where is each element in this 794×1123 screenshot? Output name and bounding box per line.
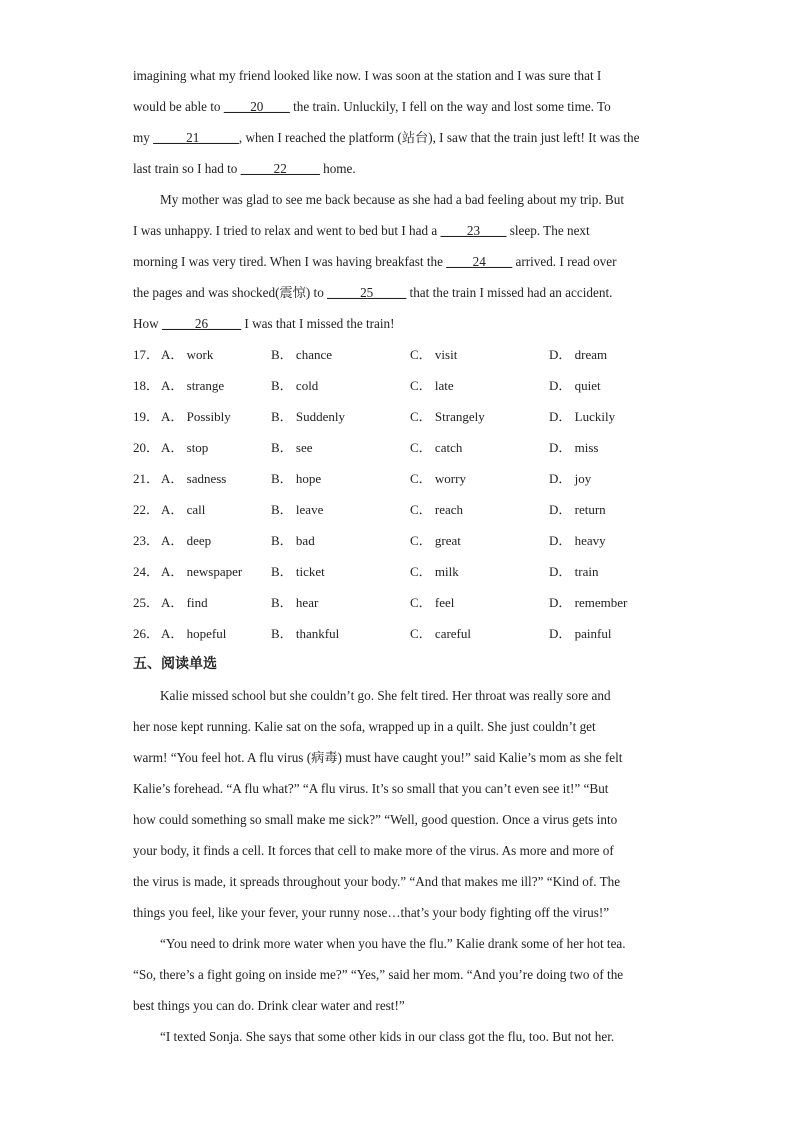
option-b[interactable]: B． chance	[271, 347, 333, 362]
option-d[interactable]: D． joy	[549, 471, 592, 486]
option-c[interactable]: C． catch	[410, 440, 463, 455]
question-row-23	[133, 525, 663, 556]
passage-line	[133, 122, 663, 153]
passage-text: last train so I had to	[133, 161, 241, 176]
question-row-25	[133, 587, 663, 618]
passage-line: best things you can do. Drink clear water and rest!”	[133, 998, 405, 1013]
document-page	[133, 60, 663, 1052]
option-d[interactable]: D． heavy	[549, 533, 606, 548]
option-c[interactable]: C． careful	[410, 626, 472, 641]
option-b[interactable]: B． hope	[271, 471, 322, 486]
option-b[interactable]: B． Suddenly	[271, 409, 346, 424]
passage-line: imagining what my friend looked like now. I was soon at the station and I was sure that I	[133, 68, 602, 83]
passage-text: I was that I missed the train!	[241, 316, 395, 331]
blank-21: _____21______	[153, 130, 239, 145]
option-c[interactable]: C． great	[410, 533, 461, 548]
option-d[interactable]: D． dream	[549, 347, 608, 362]
option-a[interactable]: A． Possibly	[161, 409, 231, 424]
option-a[interactable]: A． deep	[161, 533, 212, 548]
passage-line: how could something so small make me sick?” “Well, good question. Once a virus gets into	[133, 812, 618, 827]
question-number: 21．	[133, 471, 160, 486]
question-number: 26．	[133, 626, 160, 641]
passage-text: arrived. I read over	[512, 254, 617, 269]
option-b[interactable]: B． hear	[271, 595, 319, 610]
passage-line: “You need to drink more water when you have the flu.” Kalie drank some of her hot tea.	[160, 936, 626, 951]
question-row-21	[133, 463, 663, 494]
question-number: 18．	[133, 378, 160, 393]
option-d[interactable]: D． quiet	[549, 378, 601, 393]
passage-text: that the train I missed had an accident.	[406, 285, 613, 300]
answer-options	[133, 339, 663, 649]
passage-text: would be able to	[133, 99, 224, 114]
option-c[interactable]: C． visit	[410, 347, 458, 362]
question-row-26	[133, 618, 663, 649]
option-a[interactable]: A． strange	[161, 378, 225, 393]
option-a[interactable]: A． call	[161, 502, 206, 517]
option-b[interactable]: B． bad	[271, 533, 315, 548]
passage-line: her nose kept running. Kalie sat on the sofa, wrapped up in a quilt. She just couldn’t get	[133, 719, 596, 734]
passage-text: , when I reached the platform (站台), I saw that the train just left! It was the	[238, 130, 640, 145]
question-row-22	[133, 494, 663, 525]
option-d[interactable]: D． painful	[549, 626, 612, 641]
question-row-17	[133, 339, 663, 370]
passage-line	[133, 215, 663, 246]
section-title: 五、阅读单选	[133, 656, 217, 672]
option-b[interactable]: B． thankful	[271, 626, 340, 641]
question-number: 24．	[133, 564, 160, 579]
blank-23: ____23____	[440, 223, 507, 238]
option-a[interactable]: A． work	[161, 347, 214, 362]
passage-text: I was unhappy. I tried to relax and went to bed but I had a	[133, 223, 441, 238]
option-c[interactable]: C． Strangely	[410, 409, 485, 424]
option-b[interactable]: B． cold	[271, 378, 319, 393]
passage-line: warm! “You feel hot. A flu virus (病毒) must have caught you!” said Kalie’s mom as she felt	[133, 750, 623, 765]
blank-24: ____24____	[446, 254, 513, 269]
question-row-20	[133, 432, 663, 463]
passage-line: “I texted Sonja. She says that some other kids in our class got the flu, too. But not her.	[160, 1029, 615, 1044]
question-number: 19．	[133, 409, 160, 424]
option-c[interactable]: C． worry	[410, 471, 466, 486]
passage-text: my	[133, 130, 154, 145]
option-b[interactable]: B． leave	[271, 502, 324, 517]
option-a[interactable]: A． hopeful	[161, 626, 227, 641]
passage-line	[133, 153, 663, 184]
option-d[interactable]: D． miss	[549, 440, 599, 455]
passage-line	[133, 91, 663, 122]
blank-20: ____20____	[223, 99, 290, 114]
option-a[interactable]: A． find	[161, 595, 208, 610]
passage-line: Kalie’s forehead. “A flu what?” “A flu virus. It’s so small that you can’t even see it!” “But	[133, 781, 609, 796]
option-a[interactable]: A． newspaper	[161, 564, 243, 579]
option-d[interactable]: D． train	[549, 564, 599, 579]
passage-line	[133, 308, 663, 339]
question-number: 23．	[133, 533, 160, 548]
passage-text: morning I was very tired. When I was having breakfast the	[133, 254, 447, 269]
question-row-19	[133, 401, 663, 432]
option-b[interactable]: B． ticket	[271, 564, 325, 579]
question-number: 17．	[133, 347, 160, 362]
option-d[interactable]: D． Luckily	[549, 409, 616, 424]
option-d[interactable]: D． return	[549, 502, 606, 517]
blank-25: _____25_____	[327, 285, 407, 300]
option-a[interactable]: A． sadness	[161, 471, 227, 486]
question-number: 25．	[133, 595, 160, 610]
question-row-18	[133, 370, 663, 401]
blank-22: _____22_____	[240, 161, 320, 176]
question-number: 20．	[133, 440, 160, 455]
passage-text: the pages and was shocked(震惊) to	[133, 285, 328, 300]
question-row-24	[133, 556, 663, 587]
passage-line	[133, 246, 663, 277]
passage-line: your body, it finds a cell. It forces that cell to make more of the virus. As more and more of	[133, 843, 614, 858]
passage-text: the train. Unluckily, I fell on the way and lost some time. To	[289, 99, 611, 114]
blank-26: _____26_____	[161, 316, 242, 331]
passage-text: sleep. The next	[506, 223, 590, 238]
option-b[interactable]: B． see	[271, 440, 313, 455]
passage-line: the virus is made, it spreads throughout your body.” “And that makes me ill?” “Kind of. The	[133, 874, 621, 889]
option-c[interactable]: C． late	[410, 378, 454, 393]
passage-line: My mother was glad to see me back because as she had a bad feeling about my trip. But	[160, 192, 624, 207]
passage-text: home.	[319, 161, 356, 176]
option-c[interactable]: C． reach	[410, 502, 464, 517]
passage-line: Kalie missed school but she couldn’t go. She felt tired. Her throat was really sore and	[160, 688, 611, 703]
passage-line: things you feel, like your fever, your runny nose…that’s your body fighting off the virus!”	[133, 905, 610, 920]
option-d[interactable]: D． remember	[549, 595, 628, 610]
option-c[interactable]: C． milk	[410, 564, 459, 579]
passage-line: “So, there’s a fight going on inside me?” “Yes,” said her mom. “And you’re doing two of the	[133, 967, 624, 982]
passage-text: How	[133, 316, 162, 331]
question-number: 22．	[133, 502, 160, 517]
option-a[interactable]: A． stop	[161, 440, 209, 455]
passage-line	[133, 277, 663, 308]
option-c[interactable]: C． feel	[410, 595, 455, 610]
